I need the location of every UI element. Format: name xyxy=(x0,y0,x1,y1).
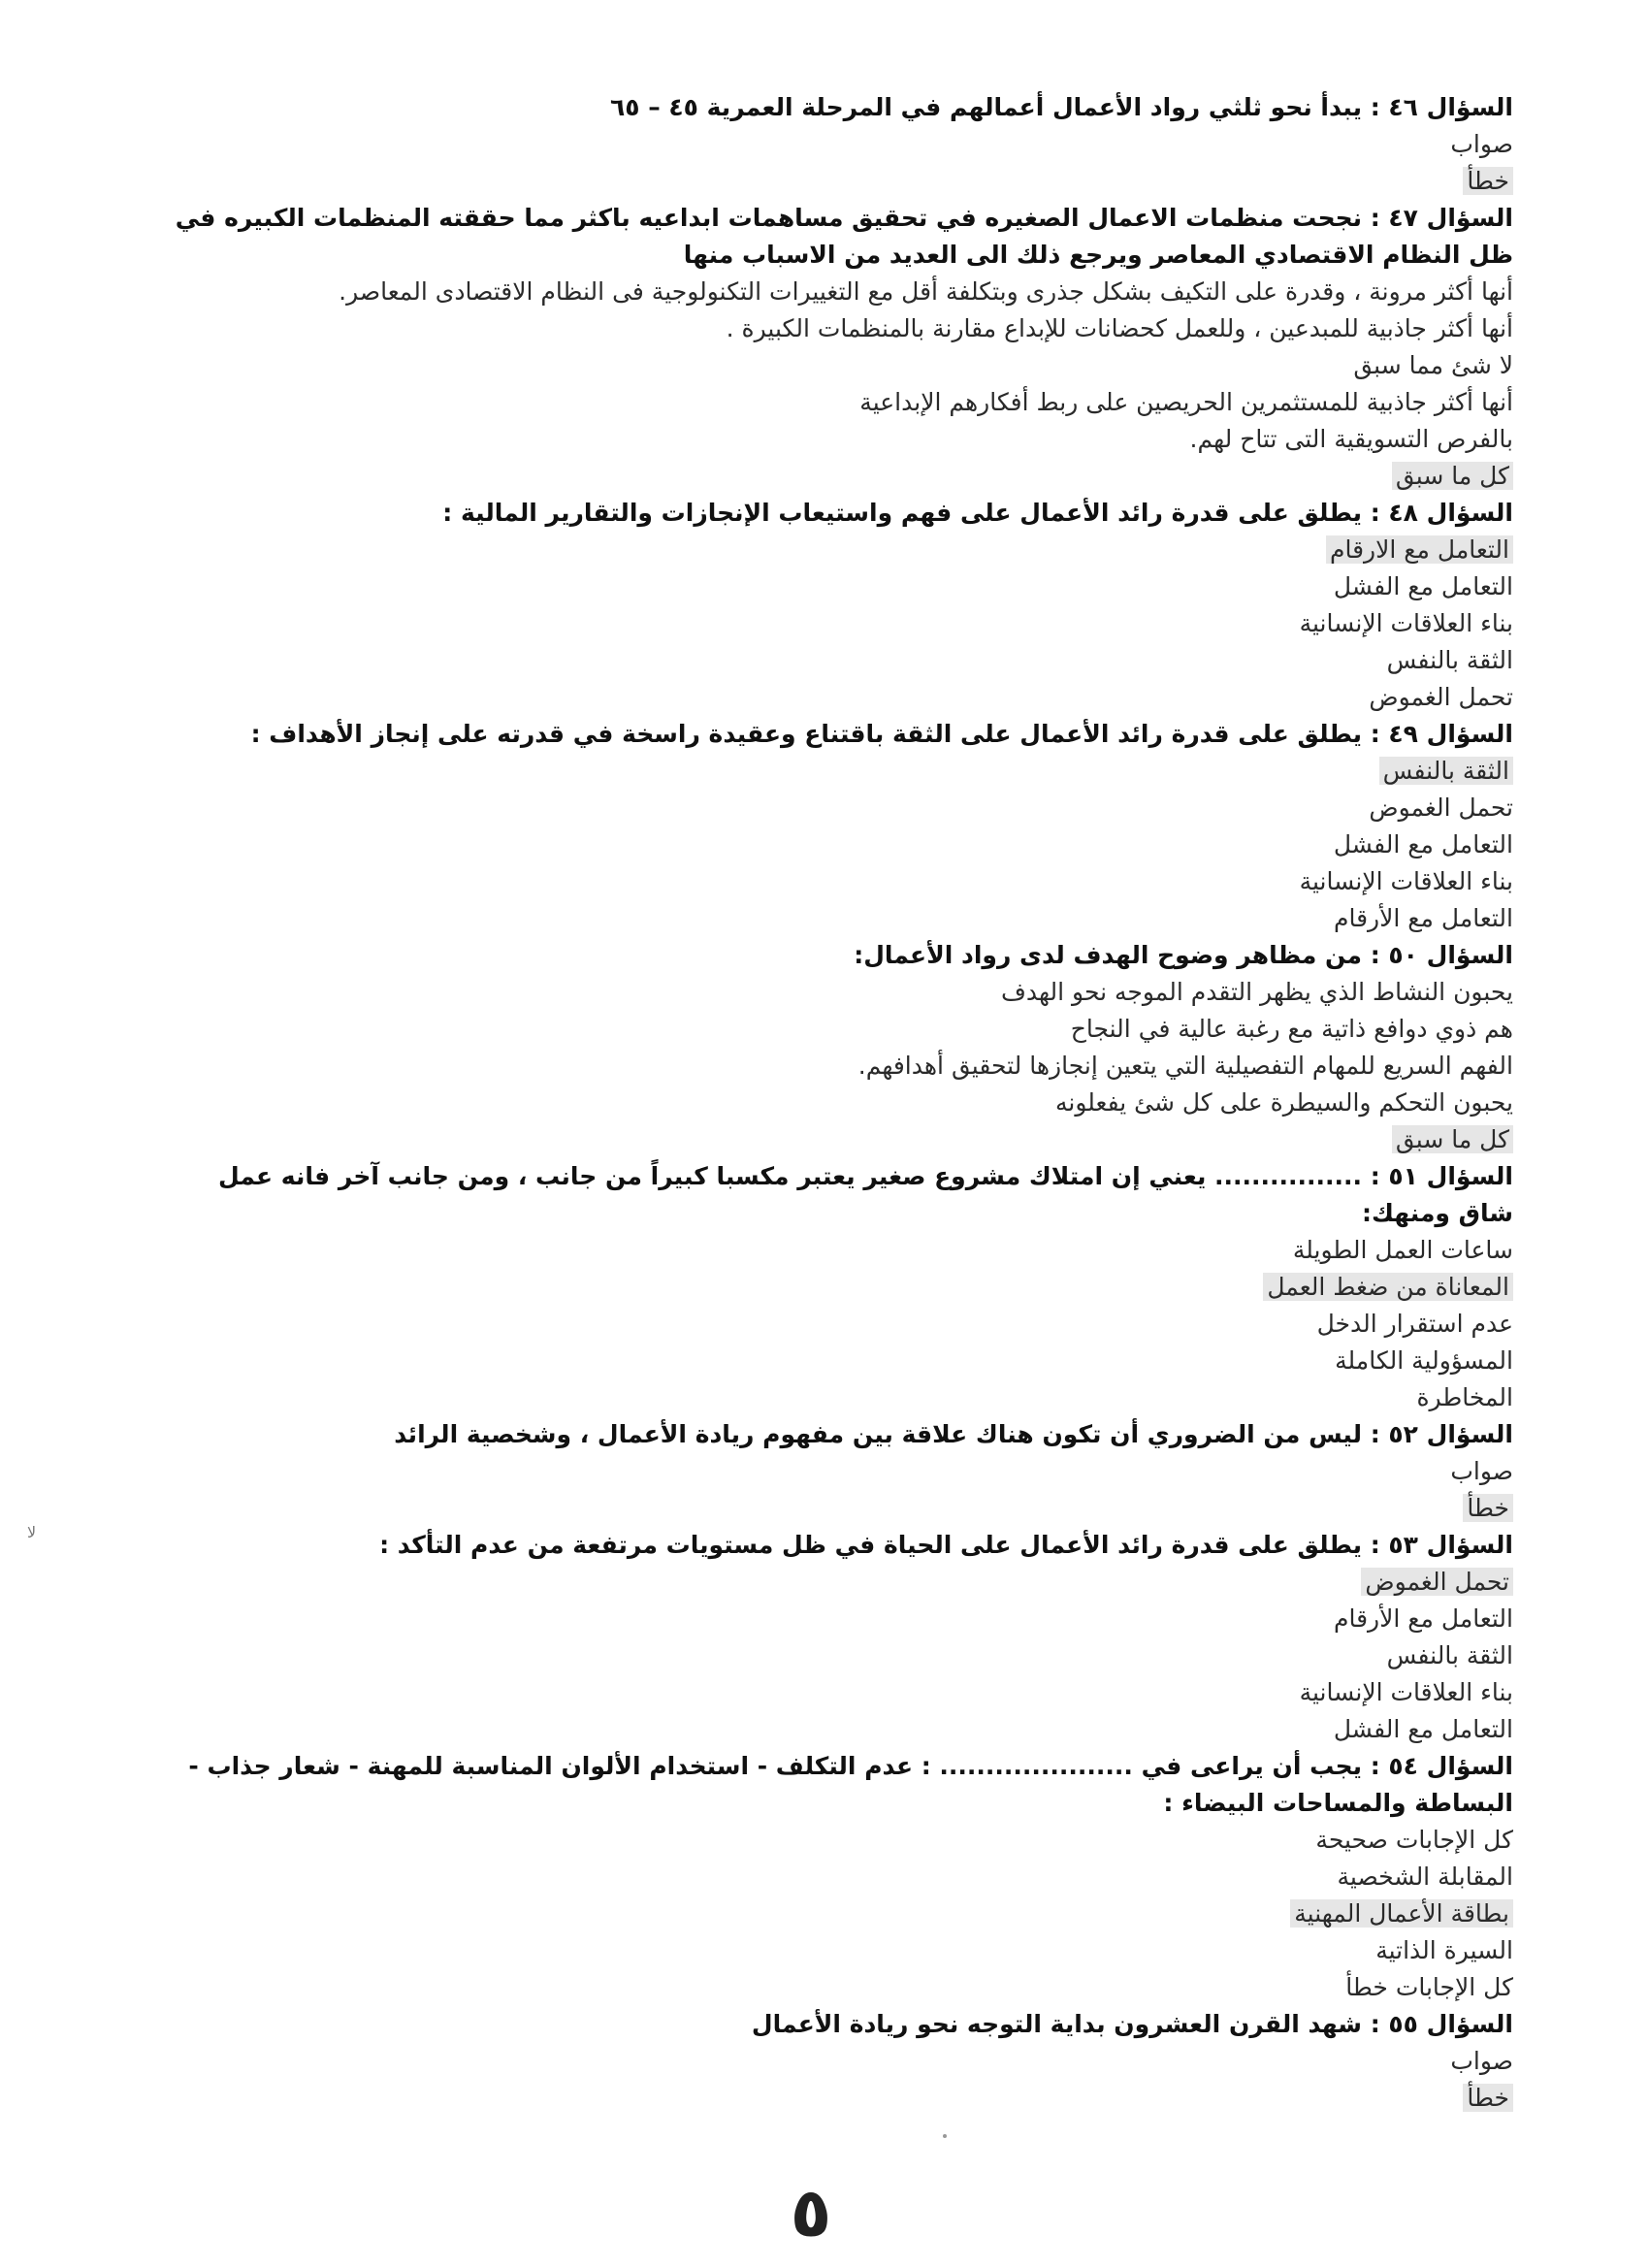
option: كل الإجابات خطأ xyxy=(1345,1973,1513,2001)
question-46 xyxy=(155,89,1513,200)
option: التعامل مع الفشل xyxy=(1333,572,1513,600)
option: يحبون التحكم والسيطرة على كل شئ يفعلونه xyxy=(1054,1088,1513,1117)
option: المسؤولية الكاملة xyxy=(1335,1346,1513,1375)
option: التعامل مع الأرقام xyxy=(1333,1604,1513,1633)
option: أنها أكثر جاذبية للمبدعين ، وللعمل كحضانات للإبداع مقارنة بالمنظمات الكبيرة . xyxy=(726,314,1513,342)
question-48 xyxy=(155,495,1513,716)
option-highlighted: كل ما سبق xyxy=(155,458,1513,495)
option: بناء العلاقات الإنسانية xyxy=(1299,1678,1513,1706)
question-text: السؤال ٤٨ : يطلق على قدرة رائد الأعمال على فهم واستيعاب الإنجازات والتقارير المالية : xyxy=(442,499,1513,527)
question-51 xyxy=(155,1158,1513,1416)
option: التعامل مع الفشل xyxy=(1333,1715,1513,1743)
scan-dot xyxy=(943,2134,947,2138)
option: التعامل مع الفشل xyxy=(1333,830,1513,859)
question-text: السؤال ٤٧ : نجحت منظمات الاعمال الصغيره في تحقيق مساهمات ابداعيه باكثر مما حققته المنظمات الكبيره في ظل النظام الاقتصادي المعاصر ويرجع ذلك الى العديد من الاسباب منها xyxy=(175,204,1513,269)
option: السيرة الذاتية xyxy=(1375,1936,1513,1964)
question-text: السؤال ٤٦ : يبدأ نحو ثلثي رواد الأعمال أعمالهم في المرحلة العمرية ٤٥ – ٦٥ xyxy=(609,93,1513,121)
option-highlighted: بطاقة الأعمال المهنية xyxy=(155,1895,1513,1932)
question-47 xyxy=(155,200,1513,495)
question-50 xyxy=(155,937,1513,1158)
option: صواب xyxy=(1450,1457,1513,1485)
questions-list xyxy=(155,89,1513,2117)
option-highlighted: المعاناة من ضغط العمل xyxy=(155,1269,1513,1306)
question-49 xyxy=(155,716,1513,937)
question-text: السؤال ٥٥ : شهد القرن العشرون بداية التوجه نحو ريادة الأعمال xyxy=(751,2010,1513,2038)
option: التعامل مع الأرقام xyxy=(1333,904,1513,932)
question-53 xyxy=(155,1527,1513,1748)
question-text: السؤال ٥٠ : من مظاهر وضوح الهدف لدى رواد الأعمال: xyxy=(854,941,1513,969)
question-text: السؤال ٥١ : ................ يعني إن امتلاك مشروع صغير يعتبر مكسبا كبيراً من جانب ، ومن جانب آخر فانه عمل شاق ومنهك: xyxy=(217,1162,1513,1227)
option-highlighted: التعامل مع الارقام xyxy=(155,532,1513,568)
option: صواب xyxy=(1450,130,1513,158)
option: لا شئ مما سبق xyxy=(1353,351,1513,379)
option-highlighted: خطأ xyxy=(155,163,1513,200)
option: المخاطرة xyxy=(1416,1383,1513,1411)
question-text: السؤال ٤٩ : يطلق على قدرة رائد الأعمال على الثقة باقتناع وعقيدة راسخة في قدرته على إنجاز الأهداف : xyxy=(250,720,1513,748)
option: الثقة بالنفس xyxy=(1386,1641,1513,1669)
question-55 xyxy=(155,2006,1513,2117)
option: صواب xyxy=(1450,2047,1513,2075)
option: أنها أكثر مرونة ، وقدرة على التكيف بشكل جذرى وبتكلفة أقل مع التغييرات التكنولوجية فى النظام الاقتصادى المعاصر. xyxy=(339,277,1513,306)
option: بناء العلاقات الإنسانية xyxy=(1299,609,1513,637)
option-highlighted: خطأ xyxy=(155,1490,1513,1527)
option: تحمل الغموض xyxy=(1369,794,1513,822)
page-number: ٥ xyxy=(790,2173,832,2252)
option: هم ذوي دوافع ذاتية مع رغبة عالية في النجاح xyxy=(1070,1015,1513,1043)
option: تحمل الغموض xyxy=(1369,683,1513,711)
option: الثقة بالنفس xyxy=(1386,646,1513,674)
option: بناء العلاقات الإنسانية xyxy=(1299,867,1513,895)
option: أنها أكثر جاذبية للمستثمرين الحريصين على ربط أفكارهم الإبداعية بالفرص التسويقية التى تتاح لهم. xyxy=(859,388,1513,453)
question-text: السؤال ٥٣ : يطلق على قدرة رائد الأعمال على الحياة في ظل مستويات مرتفعة من عدم التأكد : xyxy=(379,1531,1513,1559)
option-highlighted: تحمل الغموض xyxy=(155,1564,1513,1601)
option: عدم استقرار الدخل xyxy=(1316,1310,1513,1338)
option: الفهم السريع للمهام التفصيلية التي يتعين إنجازها لتحقيق أهدافهم. xyxy=(857,1052,1513,1080)
option-highlighted: كل ما سبق xyxy=(155,1121,1513,1158)
option: المقابلة الشخصية xyxy=(1337,1863,1513,1891)
option: يحبون النشاط الذي يظهر التقدم الموجه نحو الهدف xyxy=(1000,978,1513,1006)
option-highlighted: خطأ xyxy=(155,2080,1513,2117)
scan-speck: ﻻ xyxy=(27,1523,37,1541)
question-text: السؤال ٥٢ : ليس من الضروري أن تكون هناك علاقة بين مفهوم ريادة الأعمال ، وشخصية الرائد xyxy=(394,1420,1513,1448)
question-52 xyxy=(155,1416,1513,1527)
question-text: السؤال ٥٤ : يجب أن يراعى في ..................... : عدم التكلف - استخدام الألوان المناسبة للمهنة - شعار جذاب - البساطة والمساحات البيضاء : xyxy=(188,1752,1513,1817)
option: كل الإجابات صحيحة xyxy=(1315,1826,1513,1854)
option-highlighted: الثقة بالنفس xyxy=(155,753,1513,790)
question-54 xyxy=(155,1748,1513,2006)
option: ساعات العمل الطويلة xyxy=(1292,1236,1513,1264)
